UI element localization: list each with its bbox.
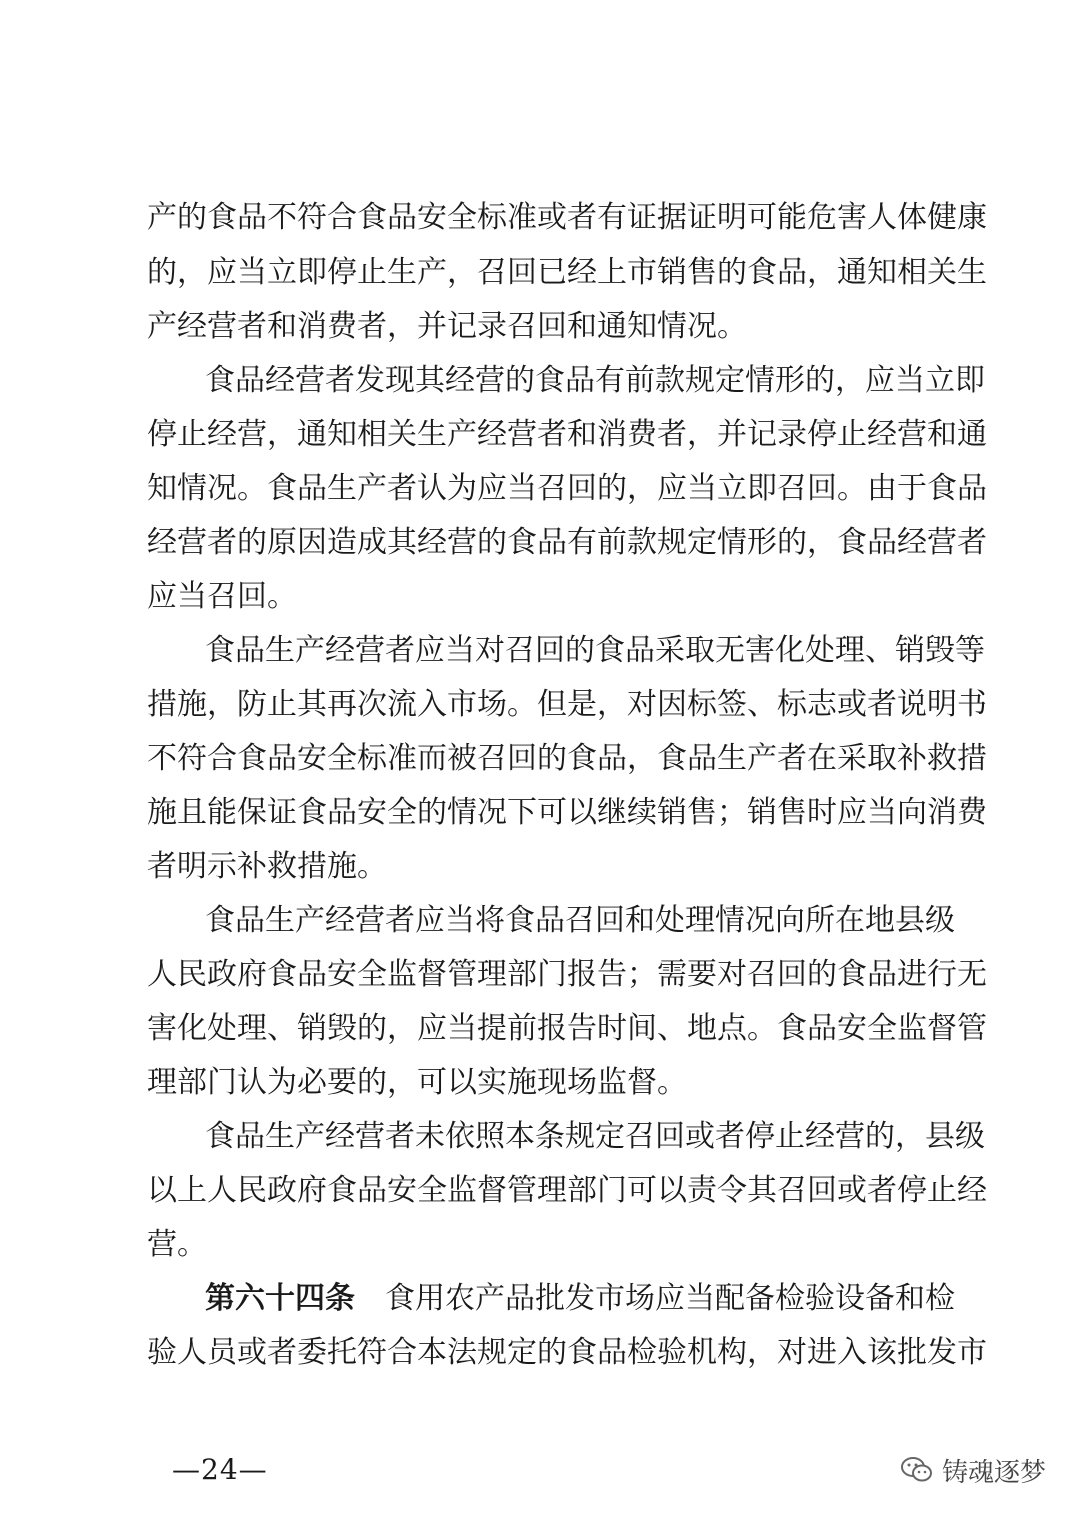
text-line: 产的食品不符合食品安全标准或者有证据证明可能危害人体健康 xyxy=(147,200,987,235)
text-line: 以上人民政府食品安全监督管理部门可以责令其召回或者停止经 xyxy=(147,1173,987,1208)
text-line: 停止经营，通知相关生产经营者和消费者，并记录停止经营和通 xyxy=(147,417,987,452)
text-line: 食品生产经营者应当将食品召回和处理情况向所在地县级 xyxy=(205,903,955,938)
page-number: —24— xyxy=(172,1453,268,1486)
text-line: 产经营者和消费者，并记录召回和通知情况。 xyxy=(147,309,747,344)
text-line: 不符合食品安全标准而被召回的食品，食品生产者在采取补救措 xyxy=(147,741,987,776)
text-line: 施且能保证食品安全的情况下可以继续销售；销售时应当向消费 xyxy=(147,795,987,830)
text-line: 知情况。食品生产者认为应当召回的，应当立即召回。由于食品 xyxy=(147,471,987,506)
text-line: 应当召回。 xyxy=(147,579,297,614)
watermark xyxy=(900,1445,1046,1495)
text-line: 验人员或者委托符合本法规定的食品检验机构，对进入该批发市 xyxy=(147,1335,987,1370)
text-line: 害化处理、销毁的，应当提前报告时间、地点。食品安全监督管 xyxy=(147,1011,987,1046)
text-line: 者明示补救措施。 xyxy=(147,849,387,884)
text-line: 食品经营者发现其经营的食品有前款规定情形的，应当立即 xyxy=(205,363,985,398)
article-label: 第六十四条 xyxy=(205,1281,355,1316)
text-line: 营。 xyxy=(147,1227,207,1262)
wechat-icon xyxy=(900,1453,934,1487)
text-line: 食品生产经营者应当对召回的食品采取无害化处理、销毁等 xyxy=(205,633,985,668)
text-line: 理部门认为必要的，可以实施现场监督。 xyxy=(147,1065,687,1100)
article-text: 食用农产品批发市场应当配备检验设备和检 xyxy=(385,1281,955,1316)
text-line: 食品生产经营者未依照本条规定召回或者停止经营的，县级 xyxy=(205,1119,985,1154)
watermark-text: 铸魂逐梦 xyxy=(942,1457,1047,1488)
text-line: 经营者的原因造成其经营的食品有前款规定情形的，食品经营者 xyxy=(147,525,987,560)
text-line: 人民政府食品安全监督管理部门报告；需要对召回的食品进行无 xyxy=(147,957,987,992)
text-line: 措施，防止其再次流入市场。但是，对因标签、标志或者说明书 xyxy=(147,687,987,722)
article-first-line xyxy=(205,1279,955,1319)
text-line: 的，应当立即停止生产，召回已经上市销售的食品，通知相关生 xyxy=(147,255,987,290)
